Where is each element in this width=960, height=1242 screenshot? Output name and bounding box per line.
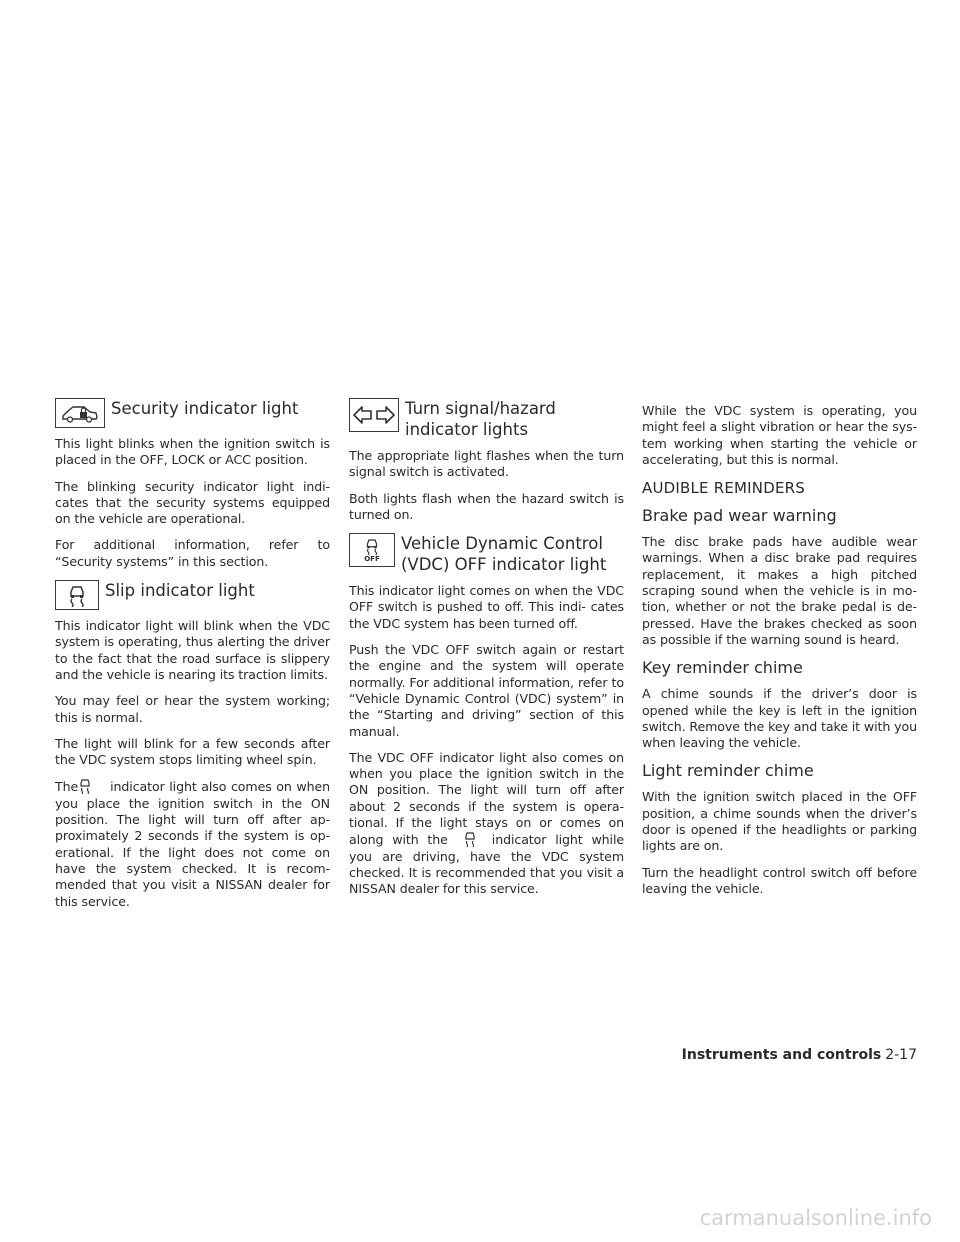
vdc-off-icon xyxy=(349,533,395,567)
security-p2: The blinking security indicator light indi- cates that the security systems equipped on the vehicle are operational. xyxy=(55,478,330,527)
turn-signal-title: Turn signal/hazard indicator lights xyxy=(405,399,556,439)
security-light-title: Security indicator light xyxy=(111,399,299,418)
footer-section-title: Instruments and controls xyxy=(681,1047,882,1063)
column-left xyxy=(55,398,330,920)
vdc-off-icon-label: OFF xyxy=(364,555,380,564)
key-reminder-title: Key reminder chime xyxy=(642,658,803,678)
turn-signal-heading xyxy=(349,398,624,440)
slip-p4-post: indicator light also comes on when you place the ignition switch in the ON position. The light will turn off after ap- proximately 2 seconds if the system is op- erational. If the light does not come on have the system checked. It is recom- mended that you visit a NISSAN dealer for this service. xyxy=(55,779,330,909)
vdc-p3-pre: The VDC OFF indicator light also comes on when you place the ignition switch in the ON position. The light will turn off after about 2 seconds if the system is opera- tional. If the light stays on or comes on along with the xyxy=(349,749,624,848)
column-middle xyxy=(349,398,624,908)
slip-light-title: Slip indicator light xyxy=(105,581,255,601)
watermark: carmanualsonline.info xyxy=(699,1206,932,1230)
vdc-p3-post: indicator light while you are driving, have the VDC system checked. It is recommended that you visit a NISSAN dealer for this service. xyxy=(349,832,624,897)
light-p2: Turn the headlight control switch off before leaving the vehicle. xyxy=(642,864,917,896)
slip-car-icon xyxy=(55,580,99,610)
slip-p3: The light will blink for a few seconds after the VDC system stops limiting wheel spin. xyxy=(55,735,330,768)
security-p3: For additional information, refer to “Security systems” in this section. xyxy=(55,537,330,569)
brake-p1: The disc brake pads have audible wear warnings. When a disc brake pad requires replacement, it makes a high pitched scraping sound when the vehicle is in mo- tion, whether or not the brake pedal is de- pressed. Have the brakes checked as soon as possible if the warning sound is heard. xyxy=(642,534,917,647)
page-number: 2-17 xyxy=(885,1047,917,1063)
vdc-off-heading xyxy=(349,533,624,575)
slip-inline-icon xyxy=(448,831,492,847)
security-p1: This light blinks when the ignition switch is placed in the OFF, LOCK or ACC position. xyxy=(55,436,330,468)
slip-p4-pre: The xyxy=(55,779,79,795)
turn-arrows-icon xyxy=(349,398,399,432)
audible-reminders-heading: AUDIBLE REMINDERS xyxy=(642,479,805,498)
vdc-p3 xyxy=(349,750,624,898)
slip-p2: You may feel or hear the system working; this is normal. xyxy=(55,693,330,725)
vdc-p1: This indicator light comes on when the VDC OFF switch is pushed to off. This indi- cates the VDC system has been turned off. xyxy=(349,583,624,631)
slip-light-heading xyxy=(55,580,330,610)
key-p1: A chime sounds if the driver’s door is opened while the key is left in the ignition switch. Remove the key and take it with you when leaving the vehicle. xyxy=(642,686,917,751)
turn-p1: The appropriate light flashes when the turn signal switch is activated. xyxy=(349,448,624,480)
slip-p1: This indicator light will blink when the VDC system is operating, thus alerting the driver to the fact that the road surface is slippery and the vehicle is nearing its traction limits. xyxy=(55,618,330,682)
turn-p2: Both lights flash when the hazard switch is turned on. xyxy=(349,490,624,522)
brake-pad-title: Brake pad wear warning xyxy=(642,506,837,526)
vdc-off-title: Vehicle Dynamic Control (VDC) OFF indicator light xyxy=(401,534,607,575)
vdc-p2: Push the VDC OFF switch again or restart the engine and the system will operate normally. For additional information, refer to “Vehicle Dynamic Control (VDC) system” in the “Starting and driving” section of this manual. xyxy=(349,642,624,739)
vdc-continued-p: While the VDC system is operating, you might feel a slight vibration or hear the sys- tem working when starting the vehicle or accelerating, but this is normal. xyxy=(642,403,917,467)
light-reminder-title: Light reminder chime xyxy=(642,761,814,781)
page-footer xyxy=(682,1047,917,1063)
column-right xyxy=(642,403,917,907)
security-car-icon xyxy=(55,398,105,428)
security-light-heading xyxy=(55,398,330,428)
slip-inline-icon xyxy=(78,778,110,794)
slip-p4 xyxy=(55,778,330,909)
light-p1: With the ignition switch placed in the OFF position, a chime sounds when the driver’s door is opened if the headlights or parking lights are on. xyxy=(642,789,917,854)
